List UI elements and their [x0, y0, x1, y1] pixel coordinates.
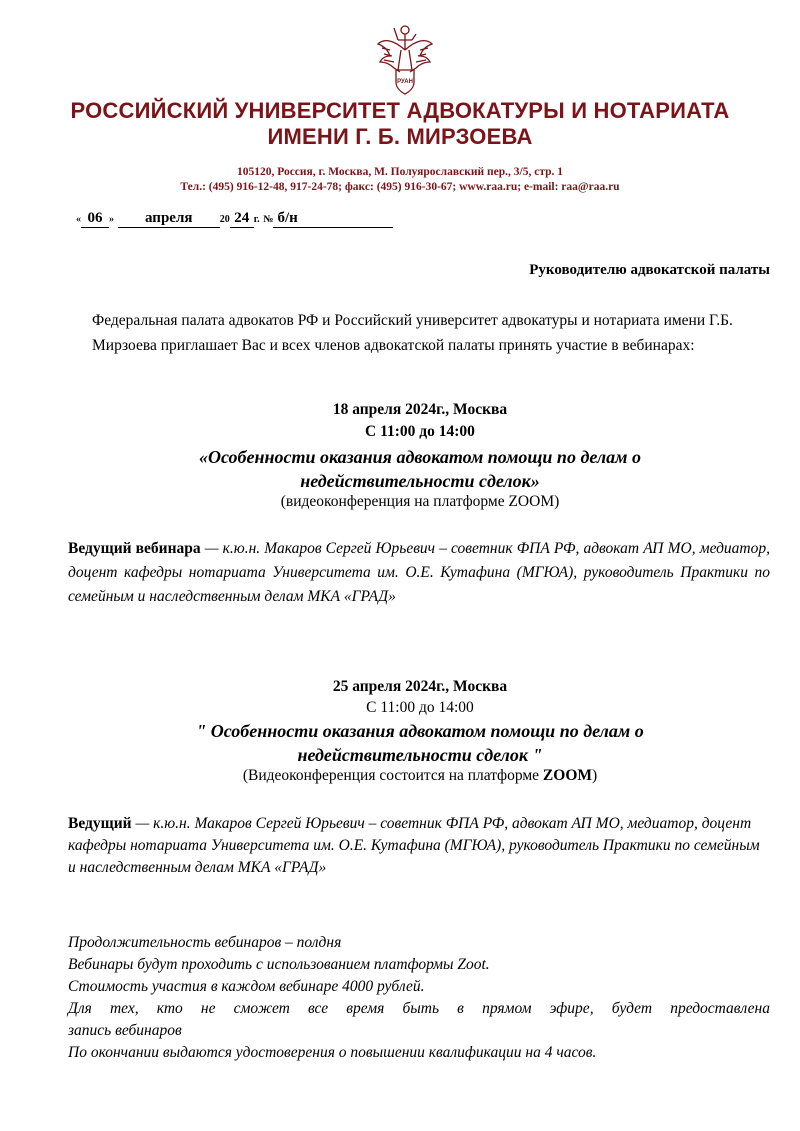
contact-details: Тел.: (495) 916-12-48, 917-24-78; факс: (495) 916-30-67; www.raa.ru; e-mail: raa@raa.ru — [180, 181, 620, 193]
webinar1-date: 18 апреля 2024г., Москва — [332, 401, 508, 418]
webinar2-date: 25 апреля 2024г., Москва — [332, 678, 508, 695]
webinar1-title — [0, 445, 800, 493]
registration-day: 06 — [81, 210, 109, 228]
note-recording-cont: запись вебинаров — [68, 1022, 182, 1039]
notes-block — [68, 932, 770, 1064]
webinar2-title — [0, 719, 800, 767]
intro-paragraph: Федеральная палата адвокатов РФ и Российский университет адвокатуры и нотариата имени Г.Б. Мирзоева приглашает Вас и всех членов адвокатской палаты принять участие в вебинарах: — [92, 312, 733, 354]
webinar2-platform-name: ZOOM — [542, 767, 593, 784]
registration-number: б/н — [273, 210, 393, 228]
quote-open: « — [76, 214, 81, 225]
webinar2-lead-text: — к.ю.н. Макаров Сергей Юрьевич – советник ФПА РФ, адвокат АП МО, медиатор, доцент кафедры нотариата Университета им. О.Е. Кутафина (МГЮА), руководитель Практики по семейным и наследственным делам МКА «ГРАД» — [68, 815, 760, 876]
webinar2-platform-suffix: ) — [592, 767, 598, 784]
note-platform: Вебинары будут проходить с использованием платформы Zoot. — [68, 956, 490, 973]
webinar2-title-line1: " Особенности оказания адвокатом помощи по делам о — [196, 721, 644, 741]
number-sign: № — [263, 214, 274, 225]
note-recording: Для тех, кто не сможет все время быть в прямом эфире, будет предоставлена — [68, 1000, 770, 1017]
webinar1-lead — [68, 537, 770, 609]
registration-line — [76, 210, 393, 228]
webinar2-time: С 11:00 до 14:00 — [366, 699, 474, 716]
webinar2-lead — [68, 813, 770, 879]
registration-year: 24 — [230, 210, 254, 228]
addressee: Руководителю адвокатской палаты — [529, 262, 770, 278]
webinar2-title-line2: недействительности сделок " — [297, 745, 543, 765]
webinar1-time: С 11:00 до 14:00 — [365, 423, 475, 440]
emblem-lettering: РУАН — [397, 79, 413, 85]
university-name-line2: ИМЕНИ Г. Б. МИРЗОЕВА — [267, 124, 533, 149]
note-price: Стоимость участия в каждом вебинаре 4000 рублей. — [68, 978, 425, 995]
webinar1-title-line2: недействительности сделок» — [300, 471, 540, 491]
university-name-line1: РОССИЙСКИЙ УНИВЕРСИТЕТ АДВОКАТУРЫ И НОТАРИАТА — [70, 98, 730, 123]
webinar1-title-line1: «Особенности оказания адвокатом помощи по делам о — [198, 447, 641, 467]
webinar2-platform — [0, 767, 800, 785]
university-emblem-logo — [376, 20, 434, 96]
webinar1-lead-label: Ведущий вебинара — [68, 540, 201, 557]
note-certificate: По окончании выдаются удостоверения о повышении квалификации на 4 часов. — [68, 1044, 597, 1061]
quote-close: » — [109, 214, 114, 225]
year-abbr: г. — [253, 214, 260, 225]
webinar2-lead-label: Ведущий — [68, 815, 132, 832]
webinar1-lead-text: — к.ю.н. Макаров Сергей Юрьевич – советник ФПА РФ, адвокат АП МО, медиатор, доцент кафедры нотариата Университета им. О.Е. Кутафина (МГЮА), руководитель Практики по семейным и наследственным делам МКА «ГРАД» — [68, 540, 770, 605]
webinar2-platform-prefix: (Видеоконференция состоится на платформе — [242, 767, 543, 784]
webinar1-platform: (видеоконференция на платформе ZOOM) — [280, 493, 560, 510]
note-duration: Продолжительность вебинаров – полдня — [68, 934, 342, 951]
year-prefix: 20 — [219, 214, 230, 225]
postal-address: 105120, Россия, г. Москва, М. Полуярославский пер., 3/5, стр. 1 — [236, 166, 564, 178]
registration-month: апреля — [118, 210, 220, 228]
